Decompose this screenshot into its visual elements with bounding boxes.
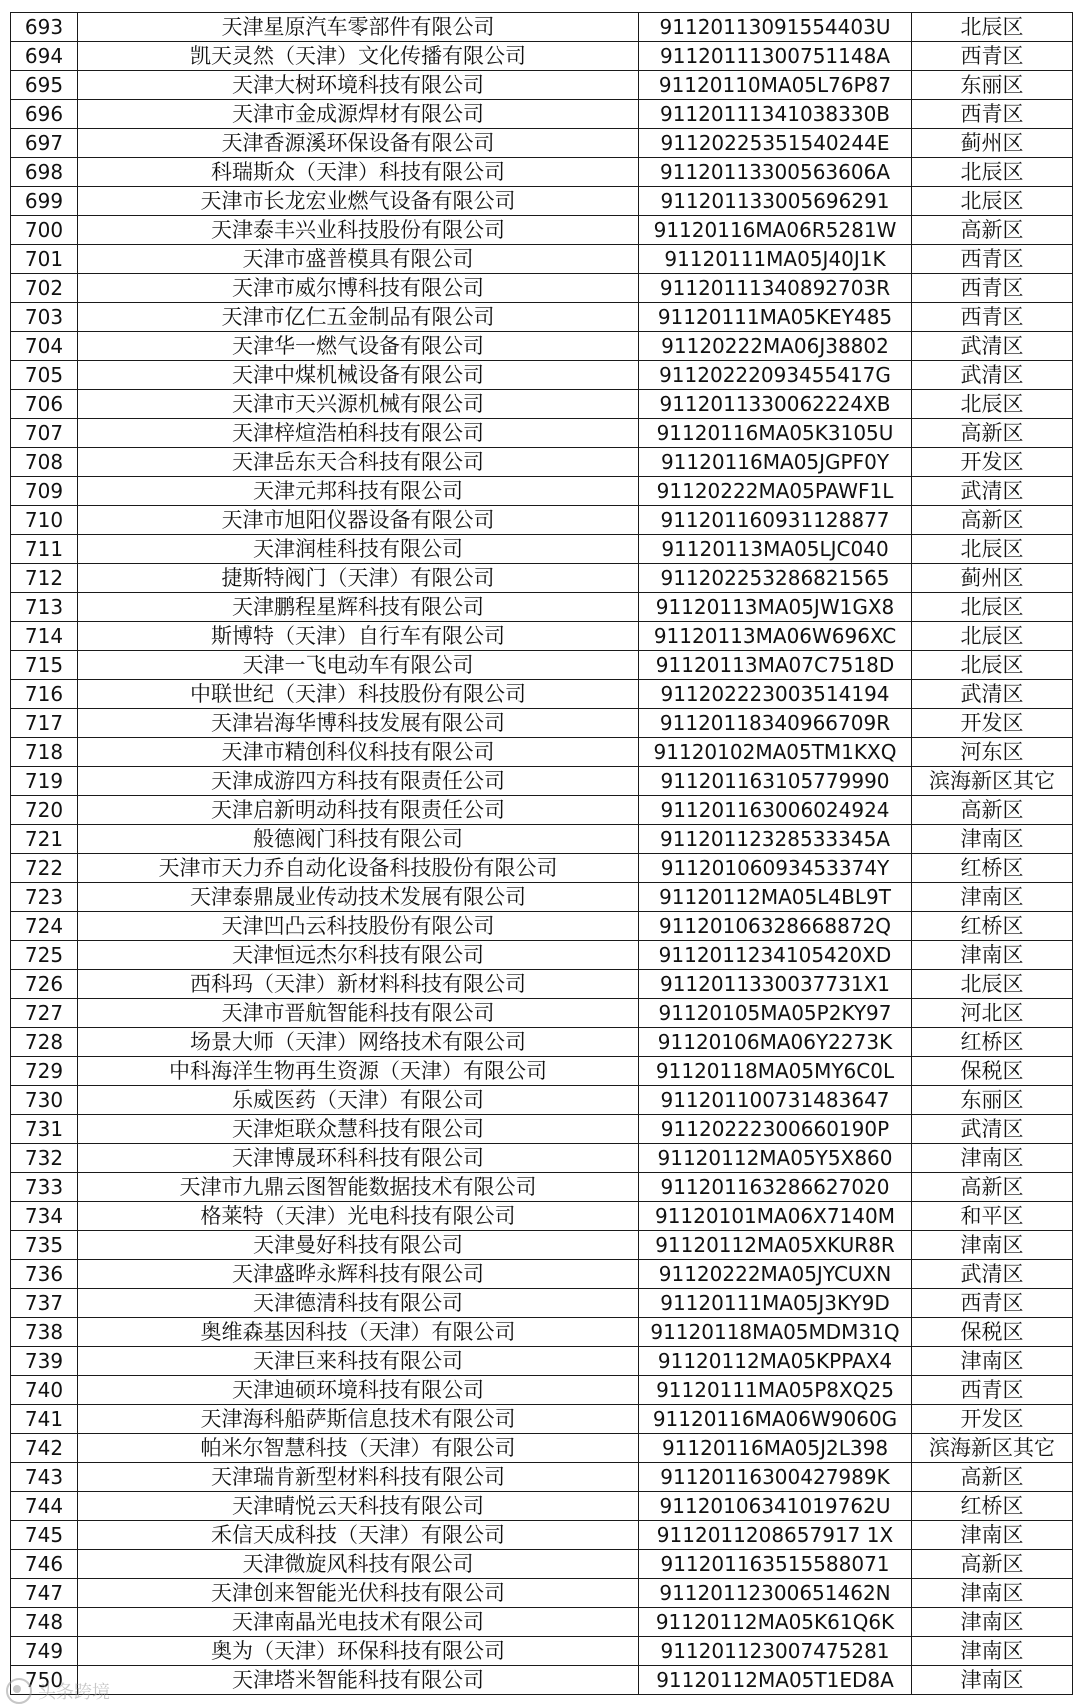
row-number-cell: 699 xyxy=(11,187,78,216)
row-number-cell: 732 xyxy=(11,1144,78,1173)
company-name-cell: 天津岳东天合科技有限公司 xyxy=(78,448,639,477)
credit-code-cell: 91120118MA05MDM31Q xyxy=(639,1318,912,1347)
row-number-cell: 733 xyxy=(11,1173,78,1202)
company-name-cell: 中科海洋生物再生资源（天津）有限公司 xyxy=(78,1057,639,1086)
watermark xyxy=(6,1678,110,1704)
table-row xyxy=(11,564,1073,593)
table-row xyxy=(11,42,1073,71)
credit-code-cell: 91120112MA05K61Q6K xyxy=(639,1608,912,1637)
table-row xyxy=(11,1086,1073,1115)
district-cell: 高新区 xyxy=(912,1463,1073,1492)
district-cell: 西青区 xyxy=(912,274,1073,303)
district-cell: 武清区 xyxy=(912,1260,1073,1289)
row-number-cell: 741 xyxy=(11,1405,78,1434)
district-cell: 北辰区 xyxy=(912,187,1073,216)
table-row xyxy=(11,13,1073,42)
company-name-cell: 天津南晶光电技术有限公司 xyxy=(78,1608,639,1637)
credit-code-cell: 9112011208657917 1X xyxy=(639,1521,912,1550)
credit-code-cell: 91120110MA05L76P87 xyxy=(639,71,912,100)
company-name-cell: 天津创来智能光伏科技有限公司 xyxy=(78,1579,639,1608)
table-body xyxy=(11,13,1073,1695)
table-row xyxy=(11,506,1073,535)
company-name-cell: 天津盛晔永辉科技有限公司 xyxy=(78,1260,639,1289)
credit-code-cell: 91120112MA05T1ED8A xyxy=(639,1666,912,1695)
company-name-cell: 天津曼好科技有限公司 xyxy=(78,1231,639,1260)
table-row xyxy=(11,477,1073,506)
row-number-cell: 714 xyxy=(11,622,78,651)
row-number-cell: 744 xyxy=(11,1492,78,1521)
credit-code-cell: 91120106093453374Y xyxy=(639,854,912,883)
district-cell: 北辰区 xyxy=(912,13,1073,42)
credit-code-cell: 91120112MA05L4BL9T xyxy=(639,883,912,912)
district-cell: 高新区 xyxy=(912,1173,1073,1202)
row-number-cell: 704 xyxy=(11,332,78,361)
row-number-cell: 697 xyxy=(11,129,78,158)
credit-code-cell: 91120106328668872Q xyxy=(639,912,912,941)
table-row xyxy=(11,245,1073,274)
credit-code-cell: 911201123007475281 xyxy=(639,1637,912,1666)
watermark-text: 头条跨境 xyxy=(38,1682,110,1703)
credit-code-cell: 91120222093455417G xyxy=(639,361,912,390)
company-name-cell: 天津海科船萨斯信息技术有限公司 xyxy=(78,1405,639,1434)
company-name-cell: 天津市精创科仪科技有限公司 xyxy=(78,738,639,767)
table-row xyxy=(11,738,1073,767)
row-number-cell: 696 xyxy=(11,100,78,129)
company-name-cell: 天津德清科技有限公司 xyxy=(78,1289,639,1318)
row-number-cell: 734 xyxy=(11,1202,78,1231)
table-row xyxy=(11,1347,1073,1376)
company-name-cell: 斯博特（天津）自行车有限公司 xyxy=(78,622,639,651)
table-row xyxy=(11,622,1073,651)
company-name-cell: 天津华一燃气设备有限公司 xyxy=(78,332,639,361)
district-cell: 津南区 xyxy=(912,1579,1073,1608)
table-row xyxy=(11,390,1073,419)
company-name-cell: 奥维森基因科技（天津）有限公司 xyxy=(78,1318,639,1347)
district-cell: 武清区 xyxy=(912,361,1073,390)
table-row xyxy=(11,1521,1073,1550)
row-number-cell: 705 xyxy=(11,361,78,390)
credit-code-cell: 91120112MA05KPPAX4 xyxy=(639,1347,912,1376)
credit-code-cell: 91120113MA05JW1GX8 xyxy=(639,593,912,622)
district-cell: 北辰区 xyxy=(912,593,1073,622)
credit-code-cell: 91120222MA05PAWF1L xyxy=(639,477,912,506)
district-cell: 高新区 xyxy=(912,796,1073,825)
table-row xyxy=(11,796,1073,825)
credit-code-cell: 91120113091554403U xyxy=(639,13,912,42)
row-number-cell: 708 xyxy=(11,448,78,477)
row-number-cell: 728 xyxy=(11,1028,78,1057)
row-number-cell: 721 xyxy=(11,825,78,854)
row-number-cell: 746 xyxy=(11,1550,78,1579)
credit-code-cell: 91120113MA05LJC040 xyxy=(639,535,912,564)
credit-code-cell: 91120116MA06W9060G xyxy=(639,1405,912,1434)
credit-code-cell: 91120101MA06X7140M xyxy=(639,1202,912,1231)
company-name-cell: 西科玛（天津）新材料科技有限公司 xyxy=(78,970,639,999)
row-number-cell: 715 xyxy=(11,651,78,680)
table-row xyxy=(11,1144,1073,1173)
row-number-cell: 749 xyxy=(11,1637,78,1666)
company-name-cell: 捷斯特阀门（天津）有限公司 xyxy=(78,564,639,593)
row-number-cell: 695 xyxy=(11,71,78,100)
credit-code-cell: 911202223003514194 xyxy=(639,680,912,709)
company-name-cell: 天津元邦科技有限公司 xyxy=(78,477,639,506)
table-row xyxy=(11,1173,1073,1202)
row-number-cell: 724 xyxy=(11,912,78,941)
company-name-cell: 天津成游四方科技有限责任公司 xyxy=(78,767,639,796)
table-row xyxy=(11,1260,1073,1289)
table-row xyxy=(11,1028,1073,1057)
row-number-cell: 702 xyxy=(11,274,78,303)
row-number-cell: 725 xyxy=(11,941,78,970)
credit-code-cell: 91120113MA07C7518D xyxy=(639,651,912,680)
credit-code-cell: 911201100731483647 xyxy=(639,1086,912,1115)
credit-code-cell: 9112011330037731X1 xyxy=(639,970,912,999)
row-number-cell: 736 xyxy=(11,1260,78,1289)
row-number-cell: 730 xyxy=(11,1086,78,1115)
credit-code-cell: 91120118340966709R xyxy=(639,709,912,738)
table-row xyxy=(11,825,1073,854)
credit-code-cell: 91120105MA05P2KY97 xyxy=(639,999,912,1028)
district-cell: 北辰区 xyxy=(912,622,1073,651)
company-table xyxy=(10,12,1073,1695)
credit-code-cell: 91120111300751148A xyxy=(639,42,912,71)
credit-code-cell: 91120113300563606A xyxy=(639,158,912,187)
district-cell: 开发区 xyxy=(912,1405,1073,1434)
district-cell: 开发区 xyxy=(912,709,1073,738)
district-cell: 和平区 xyxy=(912,1202,1073,1231)
credit-code-cell: 911201163286627020 xyxy=(639,1173,912,1202)
table-row xyxy=(11,970,1073,999)
table-row xyxy=(11,303,1073,332)
district-cell: 红桥区 xyxy=(912,1492,1073,1521)
table-row xyxy=(11,1405,1073,1434)
table-row xyxy=(11,941,1073,970)
company-name-cell: 天津塔米智能科技有限公司 xyxy=(78,1666,639,1695)
district-cell: 红桥区 xyxy=(912,1028,1073,1057)
row-number-cell: 738 xyxy=(11,1318,78,1347)
company-name-cell: 天津市亿仁五金制品有限公司 xyxy=(78,303,639,332)
company-name-cell: 天津市天兴源机械有限公司 xyxy=(78,390,639,419)
company-name-cell: 天津市天力乔自动化设备科技股份有限公司 xyxy=(78,854,639,883)
credit-code-cell: 91120112MA05Y5X860 xyxy=(639,1144,912,1173)
district-cell: 滨海新区其它 xyxy=(912,1434,1073,1463)
table-row xyxy=(11,767,1073,796)
company-name-cell: 天津岩海华博科技发展有限公司 xyxy=(78,709,639,738)
credit-code-cell: 91120111MA05KEY485 xyxy=(639,303,912,332)
company-name-cell: 天津启新明动科技有限责任公司 xyxy=(78,796,639,825)
row-number-cell: 711 xyxy=(11,535,78,564)
district-cell: 红桥区 xyxy=(912,912,1073,941)
table-row xyxy=(11,332,1073,361)
row-number-cell: 737 xyxy=(11,1289,78,1318)
credit-code-cell: 91120111MA05J40J1K xyxy=(639,245,912,274)
row-number-cell: 706 xyxy=(11,390,78,419)
company-name-cell: 天津中煤机械设备有限公司 xyxy=(78,361,639,390)
row-number-cell: 740 xyxy=(11,1376,78,1405)
row-number-cell: 694 xyxy=(11,42,78,71)
district-cell: 津南区 xyxy=(912,1144,1073,1173)
district-cell: 东丽区 xyxy=(912,1086,1073,1115)
row-number-cell: 722 xyxy=(11,854,78,883)
credit-code-cell: 9112011234105420XD xyxy=(639,941,912,970)
credit-code-cell: 91120116MA05JGPF0Y xyxy=(639,448,912,477)
credit-code-cell: 91120116300427989K xyxy=(639,1463,912,1492)
credit-code-cell: 91120106MA06Y2273K xyxy=(639,1028,912,1057)
row-number-cell: 693 xyxy=(11,13,78,42)
district-cell: 津南区 xyxy=(912,1231,1073,1260)
district-cell: 武清区 xyxy=(912,477,1073,506)
table-row xyxy=(11,187,1073,216)
district-cell: 武清区 xyxy=(912,680,1073,709)
row-number-cell: 731 xyxy=(11,1115,78,1144)
credit-code-cell: 91120112300651462N xyxy=(639,1579,912,1608)
district-cell: 北辰区 xyxy=(912,535,1073,564)
company-name-cell: 乐威医药（天津）有限公司 xyxy=(78,1086,639,1115)
credit-code-cell: 91120116MA05J2L398 xyxy=(639,1434,912,1463)
company-list-sheet xyxy=(10,12,1068,1695)
district-cell: 高新区 xyxy=(912,216,1073,245)
company-name-cell: 天津香源溪环保设备有限公司 xyxy=(78,129,639,158)
company-name-cell: 天津瑞肯新型材料科技有限公司 xyxy=(78,1463,639,1492)
credit-code-cell: 91120111MA05J3KY9D xyxy=(639,1289,912,1318)
company-name-cell: 天津凹凸云科技股份有限公司 xyxy=(78,912,639,941)
row-number-cell: 709 xyxy=(11,477,78,506)
company-name-cell: 天津市旭阳仪器设备有限公司 xyxy=(78,506,639,535)
table-row xyxy=(11,361,1073,390)
table-row xyxy=(11,651,1073,680)
credit-code-cell: 91120111MA05P8XQ25 xyxy=(639,1376,912,1405)
table-row xyxy=(11,535,1073,564)
table-row xyxy=(11,1434,1073,1463)
table-row xyxy=(11,274,1073,303)
row-number-cell: 716 xyxy=(11,680,78,709)
company-name-cell: 天津微旋风科技有限公司 xyxy=(78,1550,639,1579)
table-row xyxy=(11,999,1073,1028)
table-row xyxy=(11,216,1073,245)
district-cell: 红桥区 xyxy=(912,854,1073,883)
district-cell: 津南区 xyxy=(912,1666,1073,1695)
table-row xyxy=(11,854,1073,883)
credit-code-cell: 91120102MA05TM1KXQ xyxy=(639,738,912,767)
company-name-cell: 凯天灵然（天津）文化传播有限公司 xyxy=(78,42,639,71)
district-cell: 西青区 xyxy=(912,42,1073,71)
company-name-cell: 天津泰丰兴业科技股份有限公司 xyxy=(78,216,639,245)
table-row xyxy=(11,1637,1073,1666)
credit-code-cell: 91120222MA05JYCUXN xyxy=(639,1260,912,1289)
credit-code-cell: 91120225351540244E xyxy=(639,129,912,158)
company-name-cell: 帕米尔智慧科技（天津）有限公司 xyxy=(78,1434,639,1463)
watermark-logo-icon xyxy=(6,1678,32,1704)
row-number-cell: 735 xyxy=(11,1231,78,1260)
table-row xyxy=(11,1550,1073,1579)
district-cell: 津南区 xyxy=(912,1608,1073,1637)
row-number-cell: 739 xyxy=(11,1347,78,1376)
district-cell: 高新区 xyxy=(912,506,1073,535)
credit-code-cell: 911201163515588071 xyxy=(639,1550,912,1579)
district-cell: 北辰区 xyxy=(912,158,1073,187)
credit-code-cell: 911202253286821565 xyxy=(639,564,912,593)
credit-code-cell: 91120113MA06W696XC xyxy=(639,622,912,651)
row-number-cell: 710 xyxy=(11,506,78,535)
credit-code-cell: 91120222300660190P xyxy=(639,1115,912,1144)
table-row xyxy=(11,883,1073,912)
row-number-cell: 713 xyxy=(11,593,78,622)
district-cell: 开发区 xyxy=(912,448,1073,477)
district-cell: 滨海新区其它 xyxy=(912,767,1073,796)
row-number-cell: 726 xyxy=(11,970,78,999)
credit-code-cell: 91120112328533345A xyxy=(639,825,912,854)
district-cell: 西青区 xyxy=(912,1289,1073,1318)
district-cell: 河东区 xyxy=(912,738,1073,767)
row-number-cell: 718 xyxy=(11,738,78,767)
credit-code-cell: 91120111341038330B xyxy=(639,100,912,129)
row-number-cell: 707 xyxy=(11,419,78,448)
district-cell: 蓟州区 xyxy=(912,564,1073,593)
credit-code-cell: 91120116MA06R5281W xyxy=(639,216,912,245)
district-cell: 保税区 xyxy=(912,1057,1073,1086)
table-row xyxy=(11,1463,1073,1492)
row-number-cell: 747 xyxy=(11,1579,78,1608)
company-name-cell: 天津恒远杰尔科技有限公司 xyxy=(78,941,639,970)
district-cell: 东丽区 xyxy=(912,71,1073,100)
credit-code-cell: 911201163105779990 xyxy=(639,767,912,796)
row-number-cell: 698 xyxy=(11,158,78,187)
row-number-cell: 717 xyxy=(11,709,78,738)
row-number-cell: 703 xyxy=(11,303,78,332)
district-cell: 西青区 xyxy=(912,100,1073,129)
company-name-cell: 格莱特（天津）光电科技有限公司 xyxy=(78,1202,639,1231)
credit-code-cell: 91120112MA05XKUR8R xyxy=(639,1231,912,1260)
table-row xyxy=(11,1492,1073,1521)
table-row xyxy=(11,1376,1073,1405)
company-name-cell: 天津鹏程星辉科技有限公司 xyxy=(78,593,639,622)
company-name-cell: 中联世纪（天津）科技股份有限公司 xyxy=(78,680,639,709)
company-name-cell: 天津市威尔博科技有限公司 xyxy=(78,274,639,303)
table-row xyxy=(11,1289,1073,1318)
credit-code-cell: 91120116MA05K3105U xyxy=(639,419,912,448)
company-name-cell: 天津泰鼎晟业传动技术发展有限公司 xyxy=(78,883,639,912)
credit-code-cell: 91120118MA05MY6C0L xyxy=(639,1057,912,1086)
company-name-cell: 天津炬联众慧科技有限公司 xyxy=(78,1115,639,1144)
row-number-cell: 745 xyxy=(11,1521,78,1550)
credit-code-cell: 91120106341019762U xyxy=(639,1492,912,1521)
district-cell: 高新区 xyxy=(912,1550,1073,1579)
credit-code-cell: 911201160931128877 xyxy=(639,506,912,535)
table-row xyxy=(11,912,1073,941)
row-number-cell: 701 xyxy=(11,245,78,274)
district-cell: 津南区 xyxy=(912,941,1073,970)
row-number-cell: 743 xyxy=(11,1463,78,1492)
company-name-cell: 天津迪硕环境科技有限公司 xyxy=(78,1376,639,1405)
table-row xyxy=(11,1231,1073,1260)
district-cell: 北辰区 xyxy=(912,390,1073,419)
district-cell: 西青区 xyxy=(912,303,1073,332)
company-name-cell: 天津市晋航智能科技有限公司 xyxy=(78,999,639,1028)
table-row xyxy=(11,680,1073,709)
district-cell: 蓟州区 xyxy=(912,129,1073,158)
company-name-cell: 天津晴悦云天科技有限公司 xyxy=(78,1492,639,1521)
credit-code-cell: 91120111340892703R xyxy=(639,274,912,303)
table-row xyxy=(11,1579,1073,1608)
table-row xyxy=(11,71,1073,100)
company-name-cell: 天津星原汽车零部件有限公司 xyxy=(78,13,639,42)
district-cell: 武清区 xyxy=(912,1115,1073,1144)
table-row xyxy=(11,1666,1073,1695)
district-cell: 高新区 xyxy=(912,419,1073,448)
company-name-cell: 天津巨来科技有限公司 xyxy=(78,1347,639,1376)
row-number-cell: 700 xyxy=(11,216,78,245)
credit-code-cell: 9112011330062224XB xyxy=(639,390,912,419)
district-cell: 津南区 xyxy=(912,1347,1073,1376)
table-row xyxy=(11,158,1073,187)
district-cell: 津南区 xyxy=(912,825,1073,854)
table-row xyxy=(11,129,1073,158)
district-cell: 西青区 xyxy=(912,245,1073,274)
table-row xyxy=(11,419,1073,448)
table-row xyxy=(11,1115,1073,1144)
row-number-cell: 727 xyxy=(11,999,78,1028)
credit-code-cell: 911201133005696291 xyxy=(639,187,912,216)
credit-code-cell: 911201163006024924 xyxy=(639,796,912,825)
company-name-cell: 场景大师（天津）网络技术有限公司 xyxy=(78,1028,639,1057)
table-row xyxy=(11,448,1073,477)
table-row xyxy=(11,1608,1073,1637)
credit-code-cell: 91120222MA06J38802 xyxy=(639,332,912,361)
company-name-cell: 天津市九鼎云图智能数据技术有限公司 xyxy=(78,1173,639,1202)
district-cell: 北辰区 xyxy=(912,651,1073,680)
district-cell: 河北区 xyxy=(912,999,1073,1028)
row-number-cell: 742 xyxy=(11,1434,78,1463)
row-number-cell: 748 xyxy=(11,1608,78,1637)
district-cell: 津南区 xyxy=(912,1521,1073,1550)
company-name-cell: 天津一飞电动车有限公司 xyxy=(78,651,639,680)
company-name-cell: 天津梓煊浩柏科技有限公司 xyxy=(78,419,639,448)
district-cell: 西青区 xyxy=(912,1376,1073,1405)
district-cell: 北辰区 xyxy=(912,970,1073,999)
company-name-cell: 般德阀门科技有限公司 xyxy=(78,825,639,854)
company-name-cell: 天津润桂科技有限公司 xyxy=(78,535,639,564)
company-name-cell: 科瑞斯众（天津）科技有限公司 xyxy=(78,158,639,187)
company-name-cell: 天津市金成源焊材有限公司 xyxy=(78,100,639,129)
table-row xyxy=(11,1057,1073,1086)
table-row xyxy=(11,100,1073,129)
company-name-cell: 天津市盛普模具有限公司 xyxy=(78,245,639,274)
row-number-cell: 750 xyxy=(11,1666,78,1695)
company-name-cell: 禾信天成科技（天津）有限公司 xyxy=(78,1521,639,1550)
district-cell: 保税区 xyxy=(912,1318,1073,1347)
company-name-cell: 天津博晟环科科技有限公司 xyxy=(78,1144,639,1173)
table-row xyxy=(11,709,1073,738)
company-name-cell: 天津市长龙宏业燃气设备有限公司 xyxy=(78,187,639,216)
table-row xyxy=(11,1202,1073,1231)
row-number-cell: 723 xyxy=(11,883,78,912)
table-row xyxy=(11,593,1073,622)
row-number-cell: 712 xyxy=(11,564,78,593)
row-number-cell: 719 xyxy=(11,767,78,796)
district-cell: 津南区 xyxy=(912,1637,1073,1666)
row-number-cell: 729 xyxy=(11,1057,78,1086)
table-row xyxy=(11,1318,1073,1347)
district-cell: 武清区 xyxy=(912,332,1073,361)
company-name-cell: 天津大树环境科技有限公司 xyxy=(78,71,639,100)
row-number-cell: 720 xyxy=(11,796,78,825)
district-cell: 津南区 xyxy=(912,883,1073,912)
company-name-cell: 奥为（天津）环保科技有限公司 xyxy=(78,1637,639,1666)
